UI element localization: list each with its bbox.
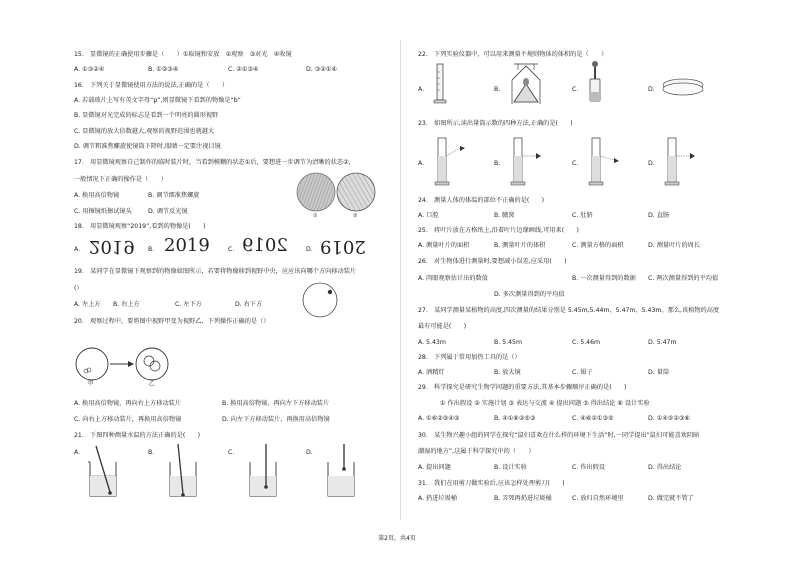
- q29-option-a: A. ①⑥②⑤④③: [418, 415, 460, 422]
- q26-option-a: A. 肉眼观察估计出的数值: [418, 275, 488, 282]
- q29-option-d: D. ①④⑤②③⑥: [648, 415, 690, 422]
- q21-beaker-thermometer-b: [166, 442, 202, 500]
- q21-letter-b: B.: [148, 449, 155, 456]
- q19-field-of-view-circle: [300, 282, 340, 318]
- q28-option-b: B. 放大镜: [494, 369, 521, 376]
- q23-cylinder-reading-d: [658, 134, 700, 188]
- q23-cylinder-reading-a: [428, 134, 470, 188]
- q22-letter-b: B.: [494, 86, 501, 93]
- q27-stem-cont: 最有可能是( ): [418, 323, 467, 330]
- q24-stem: 24. 测量人体的体温的部位不正确的是( ): [418, 197, 545, 204]
- q15-stem: 15. 显微镜的正确使用步骤是（ ）①取镜和安放 ②观察 ③对光 ④收镜: [74, 51, 292, 58]
- q31-stem: 31. 我们在用剪刀做实验后,应该怎样处理剪刀( ): [418, 480, 565, 487]
- q31-option-c: C. 放归自然环境里: [572, 495, 624, 502]
- q18-stem: 18. 用显微镜观察“2019”,看到的物像是( ): [74, 223, 206, 230]
- q20-option-b: B. 换用高倍物镜，再向左下方移动装片: [222, 400, 330, 407]
- page-footer: 第2页，共4页: [378, 535, 416, 542]
- q20-stem: 20. 观察过程中，要将图中视野甲变为视野乙，下列操作正确的是（）: [74, 318, 270, 325]
- q18-option-d-rotated: 2019: [320, 236, 366, 257]
- q17-stem: 17. 用显微镜观察自己制作的临时装片时，当看到模糊的状态①后，要想进一步调节为清晰的状态②，: [74, 159, 355, 166]
- q27-option-d: D. 5.47m: [648, 339, 677, 346]
- q26-option-d: D. 多次测量得到的平均值: [494, 291, 565, 298]
- q20-label-jia: 甲: [88, 381, 94, 387]
- q31-option-b: B. 弄死再扔进垃圾桶: [494, 495, 552, 502]
- q27-option-c: C. 5.46m: [572, 339, 601, 346]
- q16-option-b: B. 显微镜对光完成的标志是看到一个明亮的圆形视野: [74, 112, 219, 119]
- q29-stem: 29. 科学探究是研究生物学问题的重要方法,其基本步骤顺序正确的是( ): [418, 384, 627, 391]
- q25-option-c: C. 测量方格的面积: [572, 242, 624, 249]
- q30-option-b: B. 设计实验: [494, 464, 527, 471]
- q28-option-a: A. 酒精灯: [418, 369, 445, 376]
- q21-stem: 21. 下图四种测量水温的方法正确的是( ): [74, 432, 201, 439]
- q18-letter-c: C.: [228, 246, 235, 253]
- q21-letter-d: D.: [306, 449, 313, 456]
- q15-option-d: D. ③②①④: [306, 66, 337, 73]
- q19-option-c: C. 左下方: [175, 301, 202, 308]
- q18-option-c-mirrored: 2019: [242, 235, 288, 256]
- q25-option-a: A. 测量叶片的面积: [418, 242, 470, 249]
- q23-letter-c: C.: [572, 160, 579, 167]
- q20-option-d: D. 向左下方移动装片，再换用高倍物镜: [222, 416, 330, 423]
- graduated-cylinder-icon: [432, 62, 448, 106]
- q25-stem: 25. 将叶片放在方格纸上,沿着叶片边缘画线,可用来( ): [418, 227, 579, 234]
- q15-option-c: C. ②①③④: [228, 66, 259, 73]
- q19-stem-cont: (）: [74, 285, 83, 292]
- q18-letter-a: A.: [74, 246, 81, 253]
- q28-option-c: C. 镊子: [572, 369, 593, 376]
- q18-letter-b: B.: [148, 246, 155, 253]
- q24-option-b: B. 腋窝: [494, 212, 515, 219]
- q17-stem-cont: 一般情况下正确的操作是（ ）: [74, 176, 167, 183]
- q23-letter-b: B.: [494, 160, 501, 167]
- q30-option-c: C. 作出假设: [572, 464, 606, 471]
- q22-letter-d: D.: [648, 86, 655, 93]
- q30-stem-cont: 潮湿的地方”,这属于科学探究中的（ ）: [418, 448, 535, 455]
- q19-option-b: B. 右上方: [113, 301, 140, 308]
- q21-beaker-thermometer-d: [324, 442, 360, 500]
- q18-option-b: 2019: [164, 235, 210, 256]
- q17-option-a: A. 换用高倍物镜: [74, 192, 120, 199]
- q26-stem: 26. 对生物体进行测量时,要想减小误差,应采用( ): [418, 258, 567, 265]
- q30-option-a: A. 提出问题: [418, 464, 451, 471]
- q24-option-d: D. 直肠: [648, 212, 670, 219]
- petri-dish-icon: [660, 76, 706, 98]
- q18-letter-d: D.: [306, 246, 313, 253]
- q19-option-a: A. 左上方: [74, 301, 101, 308]
- q20-option-a: A. 换用高倍物镜，再向右上方移动装片: [74, 400, 182, 407]
- q16-stem: 16. 下列关于显微镜使用方法的说法,正确的是（ ）: [74, 82, 229, 89]
- q17-option-d: D. 调节反光镜: [148, 208, 188, 215]
- column-divider: [400, 40, 401, 520]
- q30-option-d: D. 得出结论: [648, 464, 682, 471]
- q30-stem: 30. 某生物兴趣小组的同学在探究“鼠妇喜欢在什么样的环境下生活”时,一同学提出“鼠妇可能喜欢阴暗: [418, 432, 700, 439]
- q15-option-a: A. ①③②④: [74, 66, 105, 73]
- q21-beaker-thermometer-c: [246, 442, 282, 500]
- q26-option-c: C. 两次测量得到的平均值: [648, 275, 719, 282]
- q31-option-d: D. 做完就不管了: [648, 495, 694, 502]
- q24-option-c: C. 肚脐: [572, 212, 593, 219]
- q23-letter-a: A.: [418, 160, 425, 167]
- q25-option-b: B. 测量叶片的体积: [494, 242, 546, 249]
- q21-letter-a: A.: [74, 449, 81, 456]
- q19-option-d: D. 右下方: [235, 301, 263, 308]
- q17-option-b: B. 调节细准焦螺旋: [148, 192, 200, 199]
- q23-letter-d: D.: [648, 160, 655, 167]
- q27-stem: 27. 某同学测量某植物的高度,四次测量的结果分别是 5.45m,5.44m、5.47m、5.43m。那么,该植物的高度: [418, 307, 720, 314]
- q31-option-a: A. 扔进垃圾桶: [418, 495, 457, 502]
- q25-option-d: D. 测量叶片的周长: [648, 242, 701, 249]
- q28-stem: 28. 下列属于常用加热工具的是（）: [418, 354, 521, 361]
- q16-option-a: A. 若载玻片上写有英文字母“p”,则显微镜下看到的物像是“b”: [74, 97, 241, 104]
- microscope-view-images: [296, 172, 380, 220]
- q29-option-c: C. ④⑥②①③⑤: [572, 415, 614, 422]
- q22-stem: 22. 下列实验仪器中，可以用来测量不规则物体的体积的是（ ）: [418, 51, 608, 58]
- q16-option-c: C. 显微镜的放大倍数越大,观察的视野范围也就越大: [74, 128, 215, 135]
- dropper-bottle-icon: [584, 60, 606, 106]
- q19-stem: 19. 某同学在显微镜下观察到的物像如图所示，若要将物像移到视野中央，应应该向哪个方向移动装片: [74, 268, 357, 275]
- q22-letter-a: A.: [418, 86, 425, 93]
- q24-option-a: A. 口腔: [418, 212, 439, 219]
- q16-option-d: D. 调节粗准焦螺旋使镜筒下降时,眼睛一定要注视目镜: [74, 143, 221, 150]
- q18-option-a-flipped: 2019: [89, 236, 135, 257]
- q27-option-b: B. 5.45m: [494, 339, 522, 346]
- q17-label-2: ②: [353, 213, 358, 219]
- q21-letter-c: C.: [228, 449, 235, 456]
- q17-label-1: ①: [313, 213, 318, 219]
- q29-option-b: B. ④①⑥②⑤③: [494, 415, 536, 422]
- q27-option-a: A. 5.43m: [418, 339, 446, 346]
- q20-label-yi: 乙: [149, 381, 155, 387]
- q17-option-c: C. 用擦镜纸擦试镜头: [74, 208, 132, 215]
- alcohol-lamp-tripod-icon: [506, 60, 546, 106]
- q23-cylinder-reading-c: [582, 134, 624, 188]
- q29-steps: ① 作出假设 ② 实施计划 ③ 表达与交流 ④ 提出问题 ⑤ 得出结论 ⑥ 设计实验: [440, 400, 650, 407]
- q26-option-b: B. 一次测量得到的数据: [572, 275, 636, 282]
- q21-beaker-thermometer-a: [86, 442, 122, 500]
- q28-option-d: D. 量筒: [648, 369, 670, 376]
- q15-option-b: B. ①②③④: [148, 66, 179, 73]
- q23-cylinder-reading-b: [504, 134, 546, 188]
- q23-stem: 23. 如图所示,读出量筒示数的四种方法,正确的是( ): [418, 120, 573, 127]
- q20-option-c: C. 向右上方移动装片，再换用高倍物镜: [74, 416, 182, 423]
- q22-letter-c: C.: [572, 86, 579, 93]
